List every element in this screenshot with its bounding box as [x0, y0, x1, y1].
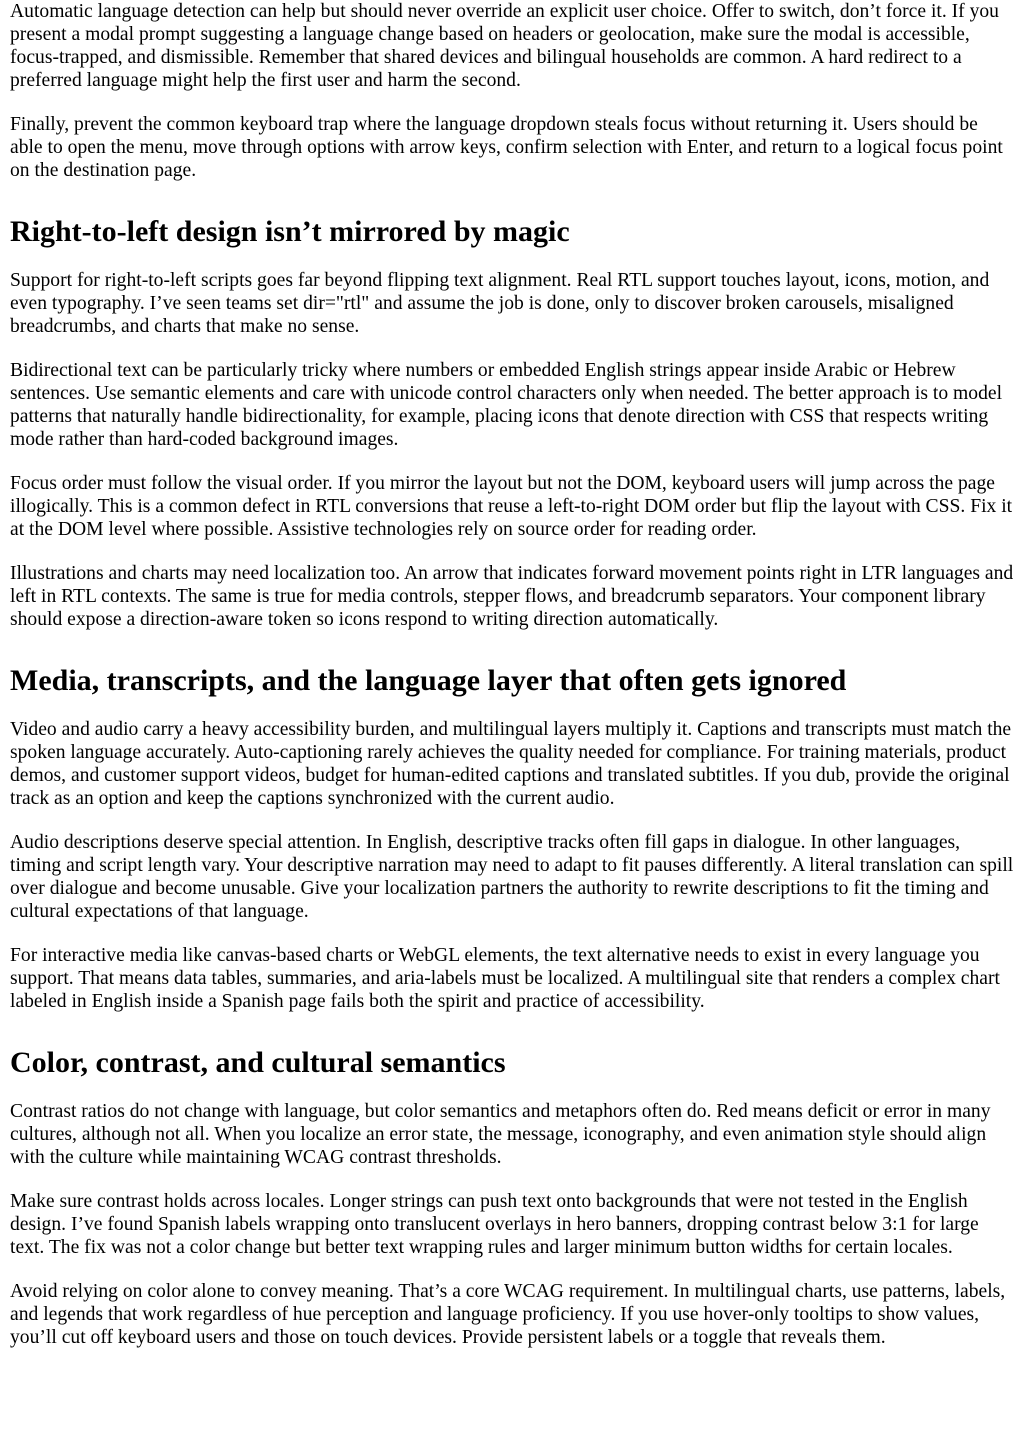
paragraph: Automatic language detection can help but should never override an explicit user choice. Offer to switch, don’t force it. If you present a modal prompt suggesting a language change based on headers or geolocation, make sure the modal is accessible, focus-trapped, and dismissible. Remember that shared devices and bilingual households are common. A hard redirect to a preferred language might help the first user and harm the second. — [10, 1, 999, 91]
paragraph: Support for right-to-left scripts goes far beyond flipping text alignment. Real RTL support touches layout, icons, motion, and even typography. I’ve seen teams set dir="rtl" and assume the job is done, only to discover broken carousels, misaligned breadcrumbs, and charts that make no sense. — [10, 270, 990, 337]
paragraph: Bidirectional text can be particularly tricky where numbers or embedded English strings appear inside Arabic or Hebrew sentences. Use semantic elements and care with unicode control characters only when needed. The better approach is to model patterns that naturally handle bidirectionality, for example, placing icons that denote direction with CSS that respects writing mode rather than hard-coded background images. — [10, 360, 1003, 450]
section-heading-color: Color, contrast, and cultural semantics — [10, 1046, 506, 1079]
paragraph: Avoid relying on color alone to convey meaning. That’s a core WCAG requirement. In multilingual charts, use patterns, labels, and legends that work regardless of hue perception and language proficiency. If you use hover-only tooltips to show values, you’ll cut off keyboard users and those on touch devices. Provide persistent labels or a toggle that reveals them. — [10, 1281, 1006, 1348]
section-heading-media: Media, transcripts, and the language layer that often gets ignored — [10, 664, 847, 697]
paragraph: For interactive media like canvas-based charts or WebGL elements, the text alternative needs to exist in every language you support. That means data tables, summaries, and aria-labels must be localized. A multilingual site that renders a complex chart labeled in English inside a Spanish page fails both the spirit and practice of accessibility. — [10, 945, 1000, 1012]
section-heading-rtl: Right-to-left design isn’t mirrored by magic — [10, 215, 570, 248]
paragraph: Finally, prevent the common keyboard trap where the language dropdown steals focus without returning it. Users should be able to open the menu, move through options with arrow keys, confirm selection with Enter, and return to a logical focus point on the destination page. — [10, 114, 1003, 181]
paragraph: Video and audio carry a heavy accessibility burden, and multilingual layers multiply it. Captions and transcripts must match the spoken language accurately. Auto-captioning rarely achieves the quality needed for compliance. For training materials, product demos, and customer support videos, budget for human-edited captions and translated subtitles. If you dub, provide the original track as an option and keep the captions synchronized with the current audio. — [10, 719, 1012, 809]
paragraph: Contrast ratios do not change with language, but color semantics and metaphors often do. Red means deficit or error in many cultures, although not all. When you localize an error state, the message, iconography, and even animation style should align with the culture while maintaining WCAG contrast thresholds. — [10, 1101, 991, 1168]
paragraph: Make sure contrast holds across locales. Longer strings can push text onto backgrounds that were not tested in the English design. I’ve found Spanish labels wrapping onto translucent overlays in hero banners, dropping contrast below 3:1 for large text. The fix was not a color change but better text wrapping rules and larger minimum button widths for certain locales. — [10, 1191, 979, 1258]
paragraph: Illustrations and charts may need localization too. An arrow that indicates forward movement points right in LTR languages and left in RTL contexts. The same is true for media controls, stepper flows, and breadcrumb separators. Your component library should expose a direction-aware token so icons respond to writing direction automatically. — [10, 563, 1014, 630]
paragraph: Focus order must follow the visual order. If you mirror the layout but not the DOM, keyboard users will jump across the page illogically. This is a common defect in RTL conversions that reuse a left-to-right DOM order but flip the layout with CSS. Fix it at the DOM level where possible. Assistive technologies rely on source order for reading order. — [10, 473, 1013, 540]
paragraph: Audio descriptions deserve special attention. In English, descriptive tracks often fill gaps in dialogue. In other languages, timing and script length vary. Your descriptive narration may need to adapt to fit pauses differently. A literal translation can spill over dialogue and become unusable. Give your localization partners the authority to rewrite descriptions to fit the timing and cultural expectations of that language. — [10, 832, 1014, 922]
